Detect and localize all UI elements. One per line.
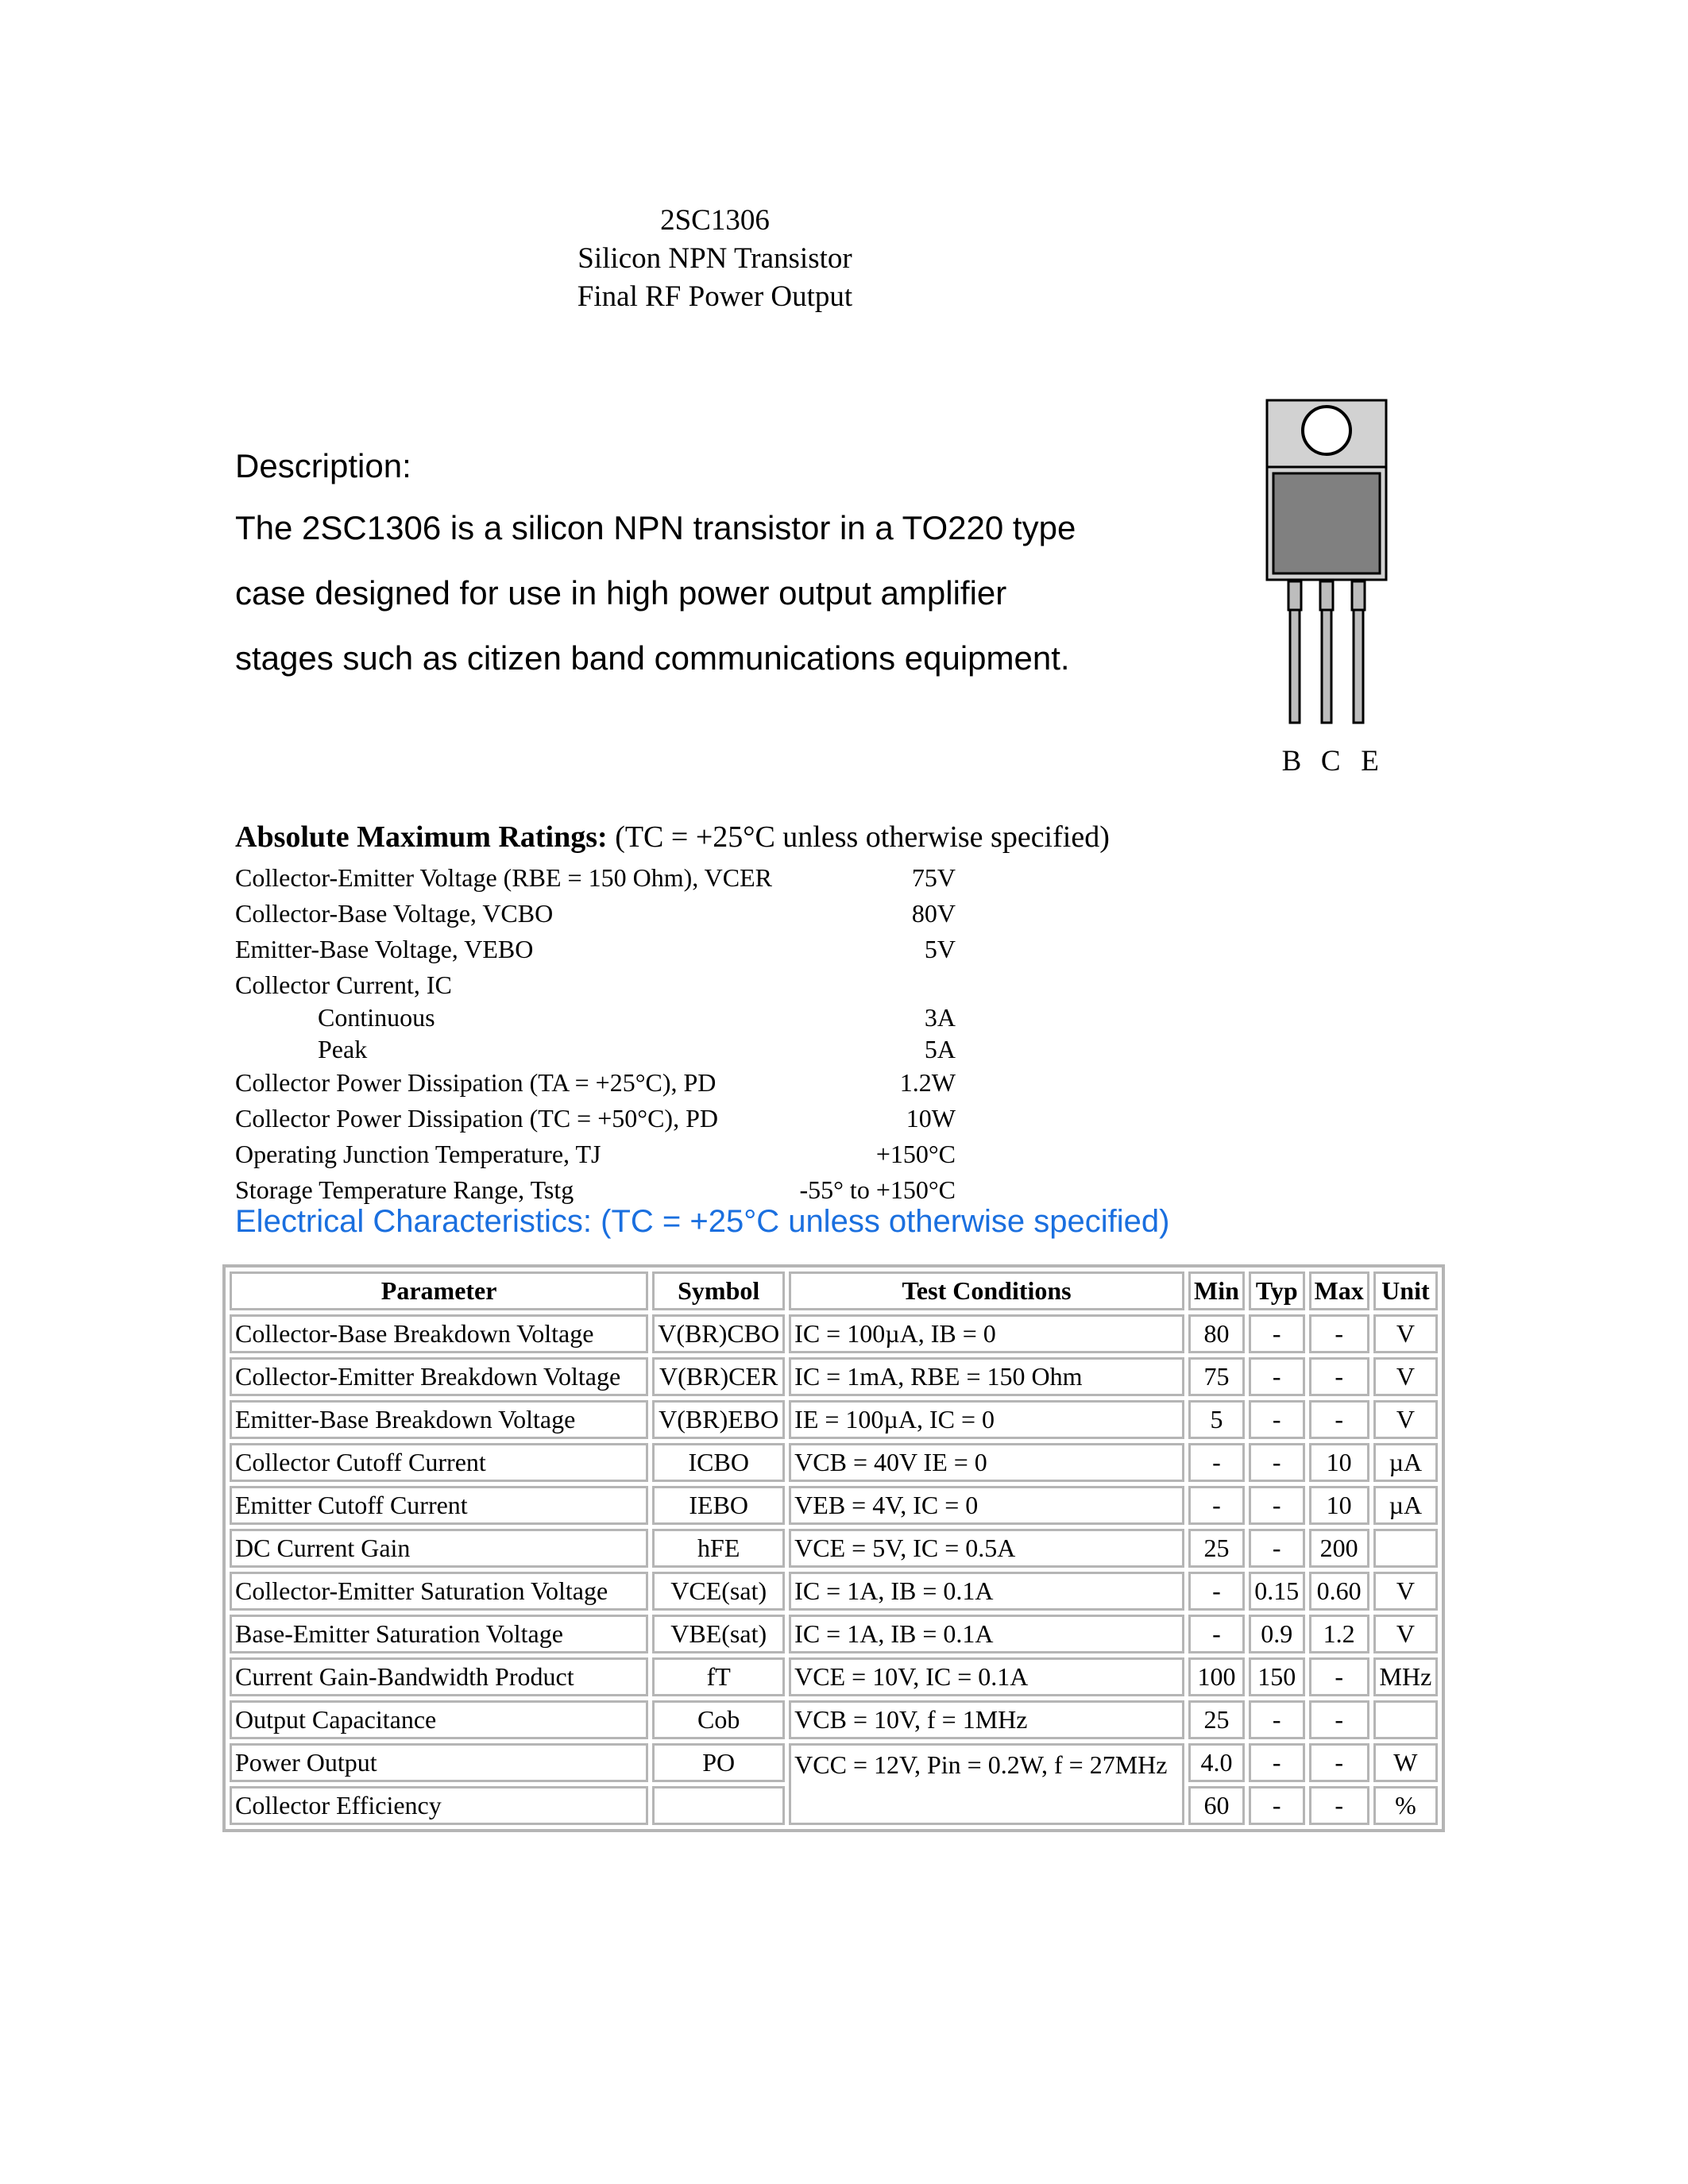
min-cell: - [1188, 1615, 1245, 1653]
conditions-cell: VCE = 10V, IC = 0.1A [789, 1657, 1184, 1696]
unit-cell: V [1373, 1572, 1438, 1611]
rating-value: 5A [924, 1035, 956, 1063]
conditions-cell: IE = 100µA, IC = 0 [789, 1400, 1184, 1439]
package-body [1273, 473, 1380, 573]
typ-cell: - [1249, 1443, 1305, 1482]
rating-row [235, 1068, 956, 1098]
unit-cell: W [1373, 1743, 1438, 1782]
parameter-cell: Power Output [230, 1743, 648, 1782]
rating-param: Collector Power Dissipation (TA = +25°C), PD [235, 1068, 717, 1097]
rating-row [235, 1175, 956, 1205]
typ-cell: - [1249, 1786, 1305, 1825]
unit-cell: µA [1373, 1486, 1438, 1525]
rating-row [235, 863, 956, 893]
document-header [556, 202, 874, 316]
symbol-cell [652, 1786, 785, 1825]
conditions-cell: VCE = 5V, IC = 0.5A [789, 1529, 1184, 1568]
symbol-cell: IEBO [652, 1486, 785, 1525]
min-cell: 75 [1188, 1357, 1245, 1396]
column-header: Max [1309, 1271, 1369, 1310]
to220-package-diagram [1263, 397, 1406, 778]
rating-row [235, 1140, 956, 1169]
lead-collector [1320, 581, 1333, 610]
column-header: Test Conditions [789, 1271, 1184, 1310]
table-row [230, 1657, 1438, 1696]
rating-value: +150°C [875, 1140, 956, 1168]
rating-param: Collector Power Dissipation (TC = +50°C), PD [235, 1104, 718, 1133]
parameter-cell: Collector-Base Breakdown Voltage [230, 1314, 648, 1353]
rating-param: Collector Current, IC [235, 970, 452, 999]
conditions-cell: IC = 1mA, RBE = 150 Ohm [789, 1357, 1184, 1396]
min-cell: 25 [1188, 1700, 1245, 1739]
parameter-cell: Collector Cutoff Current [230, 1443, 648, 1482]
absolute-max-title-label: Absolute Maximum Ratings: [235, 820, 608, 854]
unit-cell: V [1373, 1615, 1438, 1653]
parameter-cell: DC Current Gain [230, 1529, 648, 1568]
parameter-cell: Collector-Emitter Saturation Voltage [230, 1572, 648, 1611]
min-cell: 5 [1188, 1400, 1245, 1439]
symbol-cell: V(BR)EBO [652, 1400, 785, 1439]
typ-cell: - [1249, 1529, 1305, 1568]
electrical-characteristics-table [222, 1264, 1445, 1832]
table-row [230, 1400, 1438, 1439]
conditions-cell: VCC = 12V, Pin = 0.2W, f = 27MHz [789, 1743, 1184, 1825]
rating-value: 5V [924, 935, 956, 963]
symbol-cell: Cob [652, 1700, 785, 1739]
conditions-cell: VEB = 4V, IC = 0 [789, 1486, 1184, 1525]
max-cell: - [1309, 1700, 1369, 1739]
lead-emitter [1352, 581, 1365, 610]
typ-cell: - [1249, 1314, 1305, 1353]
rating-param: Emitter-Base Voltage, VEBO [235, 935, 534, 963]
parameter-cell: Emitter Cutoff Current [230, 1486, 648, 1525]
max-cell: - [1309, 1657, 1369, 1696]
unit-cell: % [1373, 1786, 1438, 1825]
rating-value: -55° to +150°C [799, 1175, 956, 1204]
conditions-cell: IC = 1A, IB = 0.1A [789, 1615, 1184, 1653]
table-row [230, 1357, 1438, 1396]
typ-cell: 150 [1249, 1657, 1305, 1696]
table-header-row [230, 1271, 1438, 1310]
max-cell: 10 [1309, 1486, 1369, 1525]
parameter-cell: Collector-Emitter Breakdown Voltage [230, 1357, 648, 1396]
table-row [230, 1529, 1438, 1568]
table-row [230, 1314, 1438, 1353]
column-header: Parameter [230, 1271, 648, 1310]
symbol-cell: VCE(sat) [652, 1572, 785, 1611]
column-header: Min [1188, 1271, 1245, 1310]
symbol-cell: hFE [652, 1529, 785, 1568]
min-cell: 100 [1188, 1657, 1245, 1696]
lead-base [1288, 581, 1301, 610]
typ-cell: - [1249, 1486, 1305, 1525]
description-heading: Description: [235, 447, 411, 484]
rating-value: 80V [911, 899, 956, 928]
table-row [230, 1743, 1438, 1782]
rating-value: 75V [911, 863, 956, 892]
rating-row [235, 1003, 956, 1032]
rating-value: 10W [906, 1104, 956, 1133]
table-row [230, 1615, 1438, 1653]
max-cell: - [1309, 1357, 1369, 1396]
min-cell: - [1188, 1572, 1245, 1611]
part-subtitle: Silicon NPN Transistor [577, 242, 852, 275]
pin-label-e: E [1361, 745, 1379, 778]
rating-row [235, 935, 956, 964]
table-row [230, 1443, 1438, 1482]
min-cell: 4.0 [1188, 1743, 1245, 1782]
pin-label-b: B [1281, 745, 1302, 778]
unit-cell: MHz [1373, 1657, 1438, 1696]
rating-row [235, 970, 452, 1000]
electrical-title: Electrical Characteristics: (TC = +25°C unless otherwise specified) [235, 1204, 1170, 1239]
symbol-cell: PO [652, 1743, 785, 1782]
max-cell: - [1309, 1743, 1369, 1782]
table-row [230, 1572, 1438, 1611]
column-header: Unit [1373, 1271, 1438, 1310]
unit-cell [1373, 1529, 1438, 1568]
typ-cell: - [1249, 1743, 1305, 1782]
rating-row [235, 1104, 956, 1133]
typ-cell: - [1249, 1357, 1305, 1396]
unit-cell: µA [1373, 1443, 1438, 1482]
parameter-cell: Collector Efficiency [230, 1786, 648, 1825]
column-header: Symbol [652, 1271, 785, 1310]
description-section [235, 438, 1236, 691]
min-cell: 60 [1188, 1786, 1245, 1825]
conditions-cell: VCB = 40V IE = 0 [789, 1443, 1184, 1482]
rating-param: Continuous [318, 1003, 435, 1032]
rating-param: Storage Temperature Range, Tstg [235, 1175, 574, 1204]
symbol-cell: V(BR)CER [652, 1357, 785, 1396]
max-cell: 10 [1309, 1443, 1369, 1482]
rating-row [235, 899, 956, 928]
part-application: Final RF Power Output [577, 280, 853, 313]
absolute-max-title-note: (TC = +25°C unless otherwise specified) [615, 820, 1110, 854]
symbol-cell: VBE(sat) [652, 1615, 785, 1653]
mounting-hole [1303, 407, 1350, 454]
pin-labels [1276, 744, 1395, 778]
min-cell: - [1188, 1486, 1245, 1525]
max-cell: - [1309, 1314, 1369, 1353]
column-header: Typ [1249, 1271, 1305, 1310]
unit-cell: V [1373, 1357, 1438, 1396]
parameter-cell: Output Capacitance [230, 1700, 648, 1739]
rating-row [235, 1035, 956, 1064]
max-cell: 0.60 [1309, 1572, 1369, 1611]
pin-label-c: C [1320, 745, 1341, 778]
description-line: stages such as citizen band communications equipment. [235, 639, 1070, 677]
parameter-cell: Current Gain-Bandwidth Product [230, 1657, 648, 1696]
absolute-max-title [235, 820, 1110, 855]
symbol-cell: fT [652, 1657, 785, 1696]
max-cell: 1.2 [1309, 1615, 1369, 1653]
conditions-cell: IC = 100µA, IB = 0 [789, 1314, 1184, 1353]
parameter-cell: Base-Emitter Saturation Voltage [230, 1615, 648, 1653]
rating-value: 3A [924, 1003, 956, 1032]
table-row [230, 1486, 1438, 1525]
max-cell: 200 [1309, 1529, 1369, 1568]
min-cell: 25 [1188, 1529, 1245, 1568]
description-line: case designed for use in high power output amplifier [235, 574, 1007, 612]
typ-cell: 0.15 [1249, 1572, 1305, 1611]
unit-cell: V [1373, 1400, 1438, 1439]
rating-value: 1.2W [899, 1068, 956, 1097]
typ-cell: - [1249, 1400, 1305, 1439]
symbol-cell: ICBO [652, 1443, 785, 1482]
unit-cell: V [1373, 1314, 1438, 1353]
rating-param: Peak [318, 1035, 368, 1063]
min-cell: 80 [1188, 1314, 1245, 1353]
max-cell: - [1309, 1400, 1369, 1439]
typ-cell: - [1249, 1700, 1305, 1739]
rating-param: Collector-Emitter Voltage (RBE = 150 Ohm), VCER [235, 863, 773, 892]
max-cell: - [1309, 1786, 1369, 1825]
conditions-cell: IC = 1A, IB = 0.1A [789, 1572, 1184, 1611]
parameter-cell: Emitter-Base Breakdown Voltage [230, 1400, 648, 1439]
description-line: The 2SC1306 is a silicon NPN transistor in a TO220 type [235, 509, 1076, 546]
table-row [230, 1700, 1438, 1739]
min-cell: - [1188, 1443, 1245, 1482]
rating-param: Collector-Base Voltage, VCBO [235, 899, 554, 928]
part-number: 2SC1306 [660, 204, 770, 237]
conditions-cell: VCB = 10V, f = 1MHz [789, 1700, 1184, 1739]
typ-cell: 0.9 [1249, 1615, 1305, 1653]
unit-cell [1373, 1700, 1438, 1739]
symbol-cell: V(BR)CBO [652, 1314, 785, 1353]
rating-param: Operating Junction Temperature, TJ [235, 1140, 601, 1168]
